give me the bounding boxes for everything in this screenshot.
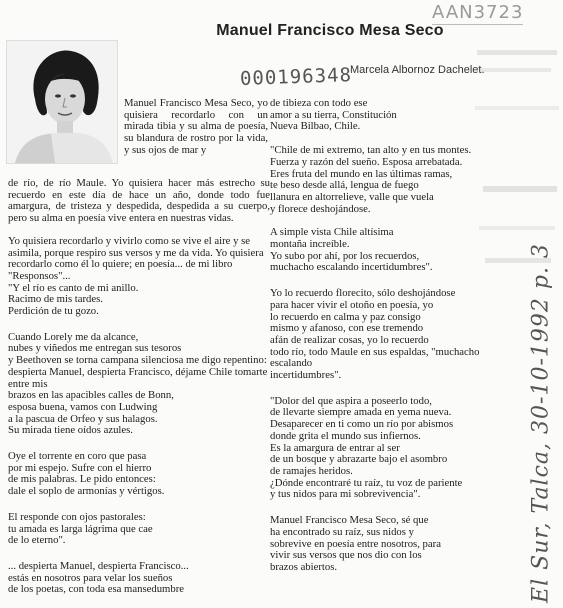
archive-code: AAN3723 <box>432 2 524 23</box>
paragraph: ... despierta Manuel, despierta Francisco... estás en nosotros para velar los sueños de los poetas, con toda esa mansedumbre <box>8 559 189 596</box>
paragraph: de río, de río Maule. Yo quisiera hacer más estrecho su recuerdo en este día de hace un año, donde todo fue amargura, de tristeza y despedida, despedida a su cuerpo, pero su alma en poesía vive entera en nuestras vidas. <box>8 177 270 225</box>
byline: Marcela Albornoz Dachelet. <box>350 64 485 76</box>
portrait-image <box>7 41 117 163</box>
poem-stanza: "Chile de mi extremo, tan alto y en tus montes. Fuerza y razón del sueño. Esposa arrebatada. Eres fruta del mundo en las últimas ramas, te beso desde allá, lengua de fuego llanura en altorrelieve, valle que vuela y florece deshojándose. <box>270 144 472 215</box>
poem-stanza: A simple vista Chile altísima montaña increíble. Yo subo por ahí, por los recuerdos, muchacho escalando incertidumbres". <box>270 226 433 274</box>
source-note-text: El Sur, Talca, 30-10-1992 p. 3 <box>528 243 554 603</box>
poem-stanza: Oye el torrente en coro que pasa por mi espejo. Sufre con el hierro de mis palabras. Le pido entonces: dale el soplo de armonías y vértigos. <box>8 450 165 498</box>
right-column <box>270 98 518 585</box>
paragraph: Yo lo recuerdo florecito, sólo deshojándose para hacer vivir el otoño en poesía, yo lo recuerdo en calma y paz consigo mismo y afanoso, con ese tremendo afán de realizar cosas, yo lo recuerdo todo río, todo Maule en sus espaldas, "muchacho escalando incertidumbres". <box>270 287 480 382</box>
author-portrait <box>6 40 118 164</box>
poem-stanza: Cuando Lorely me da alcance, nubes y viñedos me entregan sus tesoros y Beethoven se torna campana silenciosa me digo repentino: despierta Manuel, despierta Francisco, déjame Chile tomarte entre mis brazos en las apacibles calles de Bonn, esposa buena, vamos con Ludwing a la pascua de Orfeo y sus halagos. Su mirada tiene oídos azules. <box>8 330 268 437</box>
poem-stanza: El responde con ojos pastorales: tu amada es larga lágrima que cae de lo eterno". <box>8 510 153 547</box>
paragraph: de tibieza con todo ese amor a su tierra, Constitución Nueva Bilbao, Chile. <box>270 97 397 133</box>
closing-paragraph: Manuel Francisco Mesa Seco, sé que ha encontrado su raíz, sus nidos y sobrevive en poesía entre nosotros, para vivir sus versos que nos dio con los brazos abiertos. <box>270 514 441 573</box>
intro-paragraph: Manuel Francisco Mesa Seco, yo quisiera recordarlo con un mirada tibia y su alma de poesía, su blandura de rostro por la vida, y sus ojos de mar y <box>124 97 268 156</box>
catalog-number: 000196348 <box>239 64 353 90</box>
left-column <box>8 178 270 607</box>
paragraph: Yo quisiera recordarlo y vivirlo como se vive el aire y se asimila, porque respiro sus versos y me da vida. Yo quisiera recordarlo como él lo quiere; en poesía... de mi libro "Responsos"... "Y el río es canto de mi anillo. Racimo de mis tardes. Perdición de tu gozo. <box>8 234 264 318</box>
article-title: Manuel Francisco Mesa Seco <box>216 22 444 39</box>
handwritten-source-note <box>521 238 561 608</box>
poem-stanza: "Dolor del que aspira a poseerlo todo, de llevarte siempre amada en yema nueva. Desaparecer en ti como un río por abismos donde grita el mundo sus infiernos. Es la amargura de entrar al ser de un bosque y abrazarte bajo el asombro de ramajes heridos. ¿Dónde encontraré tu raíz, tu voz de pariente y tus nidos para mi sobrevivencia". <box>270 394 463 501</box>
